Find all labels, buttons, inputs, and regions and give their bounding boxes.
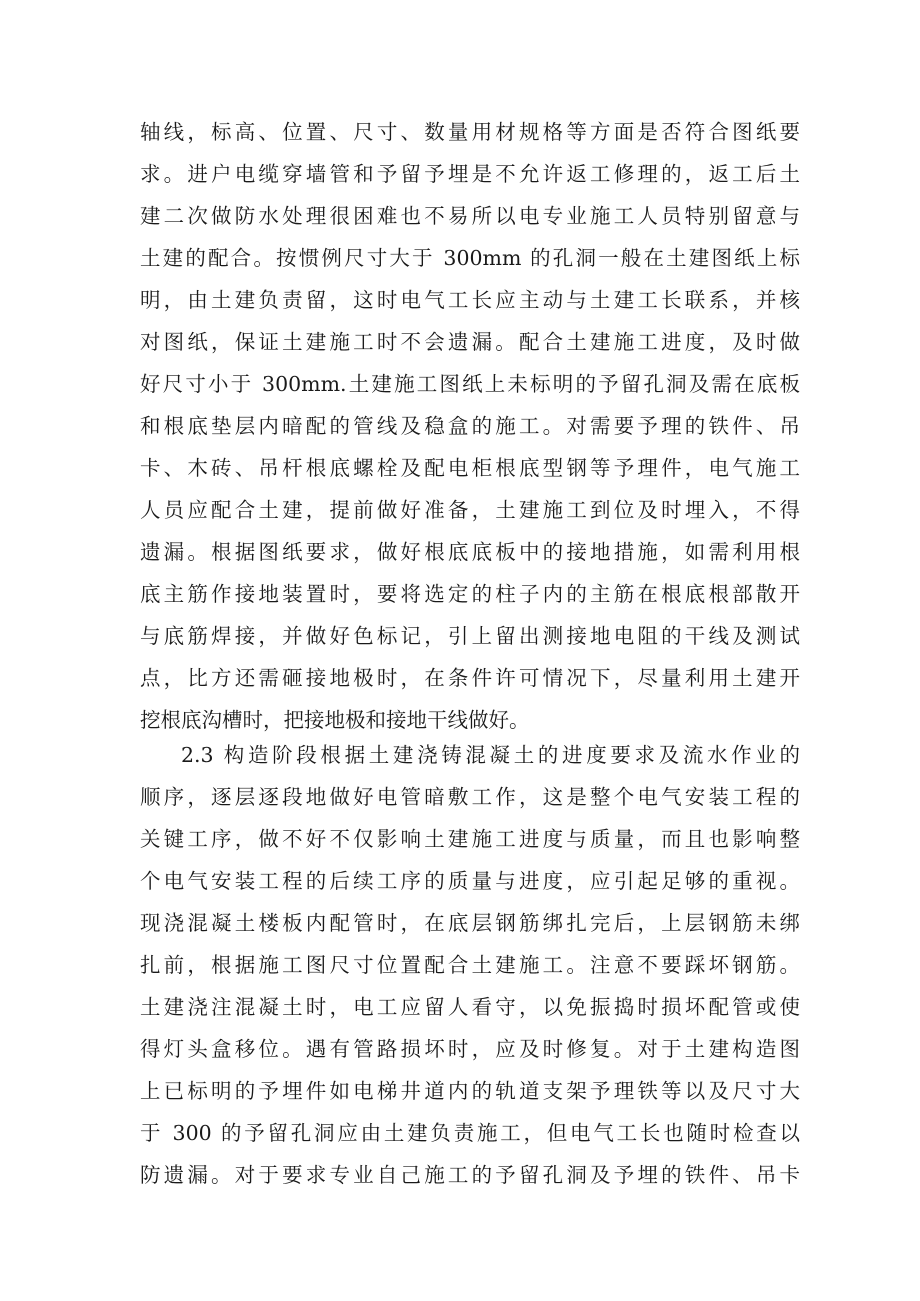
text-line: 现浇混凝土楼板内配管时，在底层钢筋绑扎完后，上层钢筋未绑 xyxy=(140,911,800,935)
paragraph-section-2-3 xyxy=(140,734,800,1196)
text-line: 扎前，根据施工图尺寸位置配合土建施工。注意不要踩坏钢筋。 xyxy=(140,953,800,977)
text-line: 底主筋作接地装置时，要将选定的柱子内的主筋在根底根部散开 xyxy=(140,582,800,606)
text-line: 防遗漏。对于要求专业自己施工的予留孔洞及予埋的铁件、吊卡 xyxy=(140,1163,800,1187)
text-line: 明，由土建负责留，这时电气工长应主动与土建工长联系，并核 xyxy=(140,288,800,312)
text-line: 得灯头盒移位。遇有管路损坏时，应及时修复。对于土建构造图 xyxy=(140,1037,800,1061)
text-line: 和根底垫层内暗配的管线及稳盒的施工。对需要予理的铁件、吊 xyxy=(140,414,800,438)
text-line: 上已标明的予埋件如电梯井道内的轨道支架予理铁等以及尺寸大 xyxy=(140,1079,800,1103)
text-line: 好尺寸小于 300mm.土建施工图纸上未标明的予留孔洞及需在底板 xyxy=(140,372,800,396)
text-line: 卡、木砖、吊杆根底螺栓及配电柜根底型钢等予理件，电气施工 xyxy=(140,456,800,480)
text-line: 土建浇注混凝土时，电工应留人看守，以免振捣时损坏配管或使 xyxy=(140,995,800,1019)
text-line: 点，比方还需砸接地极时，在条件许可情况下，尽量利用土建开 xyxy=(140,666,800,690)
text-line: 挖根底沟槽时，把接地极和接地干线做好。 xyxy=(140,708,530,732)
text-line: 遗漏。根据图纸要求，做好根底底板中的接地措施，如需利用根 xyxy=(140,540,800,564)
text-line: 求。进户电缆穿墙管和予留予埋是不允许返工修理的，返工后土 xyxy=(140,162,800,186)
text-line: 轴线，标高、位置、尺寸、数量用材规格等方面是否符合图纸要 xyxy=(140,120,800,144)
text-line: 于 300 的予留孔洞应由土建负责施工，但电气工长也随时检查以 xyxy=(140,1121,800,1145)
text-line: 人员应配合土建，提前做好准备，土建施工到位及时埋入，不得 xyxy=(140,498,800,522)
text-line: 个电气安装工程的后续工序的质量与进度，应引起足够的重视。 xyxy=(140,869,800,893)
text-line: 2.3 构造阶段根据土建浇铸混凝土的进度要求及流水作业的 xyxy=(181,743,800,767)
text-line: 与底筋焊接，并做好色标记，引上留出测接地电阻的干线及测试 xyxy=(140,624,800,648)
text-line: 建二次做防水处理很困难也不易所以电专业施工人员特别留意与 xyxy=(140,204,800,228)
paragraph-coordination xyxy=(140,111,800,741)
text-line: 顺序，逐层逐段地做好电管暗敷工作，这是整个电气安装工程的 xyxy=(140,785,800,809)
text-line: 对图纸，保证土建施工时不会遗漏。配合土建施工进度，及时做 xyxy=(140,330,800,354)
text-line: 关键工序，做不好不仅影响土建施工进度与质量，而且也影响整 xyxy=(140,827,800,851)
text-line: 土建的配合。按惯例尺寸大于 300mm 的孔洞一般在土建图纸上标 xyxy=(140,246,800,270)
